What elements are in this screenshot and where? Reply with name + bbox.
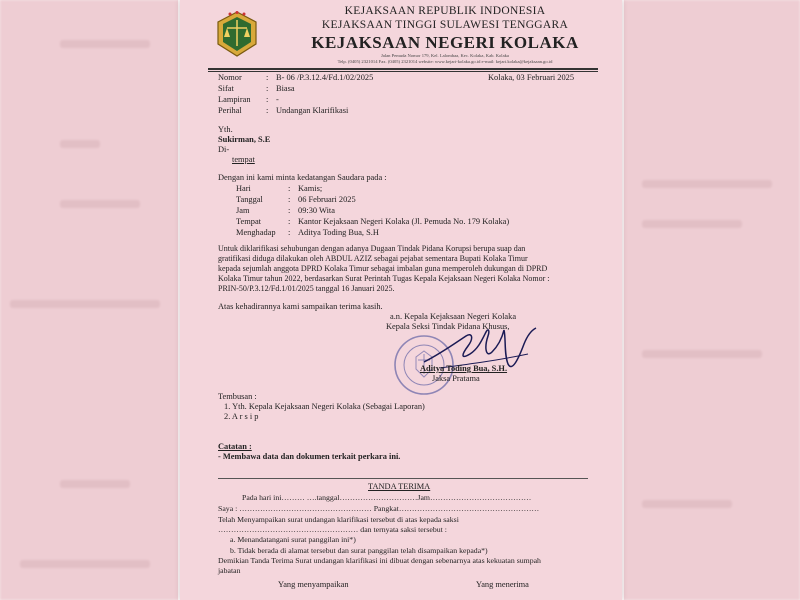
letterhead-rule-thin [208,71,598,72]
catatan-title: Catatan : [218,442,252,451]
catatan-item: - Membawa data dan dokumen terkait perkara ini. [218,452,401,461]
body-line-4: Kolaka Timur tahun 2022, berdasarkan Surat Perintah Tugas Kepala Kejaksaan Negeri Kolaka Nomor : [218,274,550,283]
schedule-colon: : [288,206,291,215]
meta-label-sifat: Sifat [218,84,234,93]
schedule-label-tempat: Tempat [236,217,261,226]
header-contact: Telp. (0405) 2321014 Fax. (0405) 2321014 website: www.kejari-kolaka.go.id e-mail: kejari.kolaka@kejaksaan.go.id [337,59,553,64]
signature-an: a.n. Kepala Kejaksaan Negeri Kolaka [390,312,517,321]
background-blur-left [0,0,180,600]
schedule-colon: : [288,184,291,193]
header-line-1: KEJAKSAAN REPUBLIK INDONESIA [344,5,546,17]
schedule-value-hari: Kamis; [298,184,323,193]
schedule-label-hari: Hari [236,184,251,193]
receipt-line-4: ……………………………………………… dan ternyata saksi tersebut : [218,525,447,534]
signature-position: Kepala Seksi Tindak Pidana Khusus, [386,322,510,331]
background-blur-right [622,0,800,600]
schedule-colon: : [288,228,291,237]
schedule-value-jam: 09:30 Wita [298,206,335,215]
meta-value-sifat: Biasa [276,84,295,93]
tembusan-item-2: 2. A r s i p [224,412,259,421]
letter-date: Kolaka, 03 Februari 2025 [488,73,575,82]
receipt-giver-label: Yang menyampaikan [278,580,349,589]
recipient-name: Sukirman, S.E [218,135,271,144]
meta-label-perihal: Perihal [218,106,242,115]
invitation-intro: Dengan ini kami minta kedatangan Saudara pada : [218,173,387,182]
recipient-yth: Yth. [218,125,233,134]
recipient-di: Di- [218,145,230,154]
schedule-value-tanggal: 06 Februari 2025 [298,195,356,204]
meta-colon: : [266,73,269,82]
receipt-title: TANDA TERIMA [368,482,431,491]
schedule-value-tempat: Kantor Kejaksaan Negeri Kolaka (Jl. Pemuda No. 179 Kolaka) [298,217,510,226]
header-address: Jalan Pemuda Nomor 179, Kel. Lalombaa, Kec. Kolaka, Kab. Kolaka [381,53,509,58]
receipt-line-3: Telah Menyampaikan surat undangan klarifikasi tersebut di atas kepada saksi [218,515,459,524]
body-line-2: gratifikasi diduga dilakukan oleh ABDUL AZIZ sebagai pejabat sementara Bupati Kolaka Timur [218,254,528,263]
tembusan-item-1: 1. Yth. Kepala Kejaksaan Negeri Kolaka (Sebagai Laporan) [224,402,425,411]
receipt-statement: Demikian Tanda Terima Surat undangan klarifikasi ini dibuat dengan sebenarnya atas kekuatan sumpah [218,556,541,565]
receipt-receiver-label: Yang menerima [476,580,529,589]
meta-value-perihal: Undangan Klarifikasi [276,106,349,115]
meta-value-nomor: B- 06 /P.3.12.4/Fd.1/02/2025 [276,73,374,82]
tembusan-title: Tembusan : [218,392,257,401]
closing-sentence: Atas kehadirannya kami sampaikan terima kasih. [218,302,383,311]
receipt-line-1: Pada hari ini……… ….tanggal…………………………Jam………………………………… [242,493,532,502]
receipt-option-b: b. Tidak berada di alamat tersebut dan surat panggilan telah disampaikan kepada*) [230,546,488,555]
schedule-label-menghadap: Menghadap [236,228,276,237]
kejaksaan-emblem-icon [216,10,258,58]
receipt-statement-2: jabatan [218,566,241,575]
meta-label-nomor: Nomor [218,73,242,82]
meta-colon: : [266,106,269,115]
header-line-2: KEJAKSAAN TINGGI SULAWESI TENGGARA [321,19,569,31]
letter-document [180,0,622,600]
schedule-label-tanggal: Tanggal [236,195,263,204]
recipient-place: tempat [232,155,255,164]
receipt-divider [218,478,588,479]
body-line-3: kepada sejumlah anggota DPRD Kolaka Timur sebagai imbalan guna memperoleh dukungan di DPRD [218,264,548,273]
header-office-name: KEJAKSAAN NEGERI KOLAKA [311,33,579,52]
meta-label-lampiran: Lampiran [218,95,251,104]
receipt-line-2: Saya : …………………………………………… Pangkat……………………………………………… [218,504,540,513]
letterhead [180,2,622,66]
meta-colon: : [266,95,269,104]
schedule-label-jam: Jam [236,206,250,215]
signatory-name: Aditya Toding Bua, S.H. [420,364,508,373]
meta-colon: : [266,84,269,93]
body-line-1: Untuk diklarifikasi sehubungan dengan adanya Dugaan Tindak Pidana Korupsi berupa suap dan [218,244,526,253]
schedule-value-menghadap: Aditya Toding Bua, S.H [298,228,379,237]
schedule-colon: : [288,217,291,226]
signatory-rank: Jaksa Pratama [432,374,480,383]
schedule-colon: : [288,195,291,204]
body-line-5: PRIN-50/P.3.12/Fd.1/01/2025 tanggal 16 Januari 2025. [218,284,395,293]
receipt-option-a: a. Menandatangani surat panggilan ini*) [230,535,356,544]
meta-value-lampiran: - [276,95,279,104]
letterhead-rule-thick [208,68,598,70]
